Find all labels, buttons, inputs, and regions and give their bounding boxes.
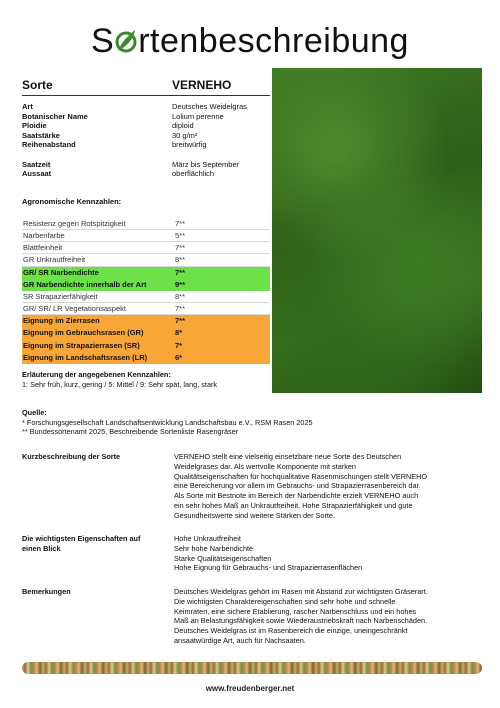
attribute-row: [22, 169, 270, 179]
attribute-value: März bis September: [172, 159, 240, 169]
kennzahl-label: Eignung im Gebrauchsrasen (GR): [23, 328, 144, 338]
text-line: Als Sorte mit Bestnote im Bereich der Narbendichte erzielt VERNEHO auch: [174, 491, 419, 501]
text-line: Deutsches Weidelgras ist im Rasenbereich die einzige, uneingeschränkt: [174, 626, 408, 636]
kennzahl-row: [22, 303, 270, 315]
attribute-key: Saatstärke: [22, 130, 60, 140]
text-line: Keimraten, eine sichere Etablierung, rascher Narbenschluss und ein hohes: [174, 606, 417, 616]
kennzahl-label: GR Narbendichte innerhalb der Art: [23, 279, 147, 289]
attribute-value: diploid: [172, 121, 194, 131]
kurzbeschreibung-text: [174, 452, 482, 521]
kennzahl-value: 9**: [175, 279, 186, 289]
attribute-list: [22, 102, 270, 179]
page-title: S rtenbeschreibung: [91, 22, 409, 60]
kennzahl-label: Eignung im Zierrasen: [23, 316, 100, 326]
kennzahl-value: 7**: [175, 267, 186, 277]
kennzahl-row: [22, 242, 270, 254]
attribute-row: [22, 150, 270, 160]
attribute-value: breitwürfig: [172, 140, 207, 150]
kennzahl-label: Blattfeinheit: [23, 243, 63, 253]
attribute-value: [172, 150, 270, 160]
bemerkungen-text: [174, 587, 482, 646]
seed-strip-decoration: [22, 662, 482, 674]
text-line: Die wichtigsten Charaktereigenschaften sind sehr hohe und schnelle: [174, 596, 396, 606]
eigenschaften-section: [22, 534, 482, 573]
kennzahl-label: GR Unkrautfreiheit: [23, 255, 86, 265]
kennzahl-row: [22, 340, 270, 352]
text-line: ein sehr hohes Maß an Unkrautfreiheit. Hohe Strapazierfähigkeit und gute: [174, 500, 413, 510]
attribute-value: Lolium perenne: [172, 111, 224, 121]
text-line: Deutsches Weidelgras gehört im Rasen mit Abstand zur wichtigsten Gräserart.: [174, 587, 428, 596]
kennzahl-value: 8**: [175, 255, 186, 265]
text-line: Weidelgrases dar. Als wertvolle Komponente mit starken: [174, 461, 356, 471]
kennzahl-value: 7**: [175, 304, 186, 314]
attribute-key: Art: [22, 102, 33, 111]
sorte-label: Sorte: [22, 78, 53, 92]
attribute-row: [22, 102, 270, 112]
text-line: ansaatwürdige Art, auch für Nachsaaten.: [174, 635, 306, 645]
attribute-key: Botanischer Name: [22, 111, 88, 121]
kennzahl-label: Eignung im Landschaftsrasen (LR): [23, 352, 148, 362]
text-line: eine Bereicherung vor allem im Gebrauchs- und Strapazierrasenbereich dar.: [174, 481, 421, 491]
kennzahl-value: 5**: [175, 230, 186, 240]
kennzahl-row: [22, 254, 270, 266]
kennzahl-label: GR/ SR/ LR Vegetationsaspekt: [23, 304, 126, 314]
kennzahl-row: [22, 291, 270, 303]
erlaeuterung: Erläuterung der angegebenen Kennzahlen: 1: Sehr früh, kurz, gering / 5: Mittel / 9: Sehr spät, lang, stark: [22, 370, 218, 389]
agro-title: Agronomische Kennzahlen:: [22, 196, 122, 206]
kennzahl-row: [22, 230, 270, 242]
text-line: Sehr hohe Narbendichte: [174, 543, 254, 553]
text-line: Hohe Eignung für Gebrauchs- und Strapazierrasenflächen: [174, 563, 363, 573]
attribute-value: oberflächlich: [172, 169, 215, 179]
sorte-panel: [22, 78, 270, 364]
text-line: Gesundheitswerte sind weitere Stärken der Sorte.: [174, 510, 336, 520]
eigenschaften-text: [174, 534, 482, 573]
attribute-key: Aussaat: [22, 169, 52, 179]
sorte-header: [22, 78, 270, 96]
attribute-key: Ploidie: [22, 121, 47, 131]
kennzahl-label: GR/ SR Narbendichte: [23, 267, 99, 277]
kennzahl-value: 7**: [175, 243, 186, 253]
bemerkungen-label: Bemerkungen: [22, 587, 71, 596]
eigenschaften-label: Die wichtigsten Eigenschaften auf einen Blick: [22, 534, 141, 553]
kurzbeschreibung-label: Kurzbeschreibung der Sorte: [22, 452, 121, 461]
kennzahl-row: [22, 352, 270, 364]
kennzahl-value: 7**: [175, 218, 186, 228]
attribute-key: [22, 150, 172, 160]
kennzahl-label: Resistenz gegen Rotspitzigkeit: [23, 218, 126, 228]
kennzahl-value: 8**: [175, 291, 186, 301]
kennzahl-row: [22, 315, 270, 327]
text-line: Starke Qualitätseigenschaften: [174, 553, 272, 563]
kennzahl-value: 7*: [175, 340, 183, 350]
kennzahl-row: [22, 218, 270, 230]
text-line: Hohe Unkrautfreiheit: [174, 534, 241, 543]
kennzahl-label: Eignung im Strapazierrasen (SR): [23, 340, 140, 350]
kennzahlen-table: [22, 218, 270, 364]
text-line: Qualitätseigenschaften für hochqualitative Rasenmischungen stellt VERNEHO: [174, 471, 428, 481]
kennzahl-value: 6*: [175, 352, 183, 362]
kennzahl-row: [22, 279, 270, 291]
website-link[interactable]: www.freudenberger.net: [205, 684, 295, 693]
kennzahl-value: 7**: [175, 316, 186, 326]
text-line: Maß an Belastungsfähigkeit sowie Wiederaustriebskraft nach Narbenschäden.: [174, 616, 428, 626]
attribute-row: [22, 160, 270, 170]
kennzahl-row: [22, 267, 270, 279]
leaf-logo-icon: [115, 27, 137, 55]
kennzahl-value: 8*: [175, 328, 183, 338]
attribute-row: [22, 131, 270, 141]
kennzahl-label: Narbenfarbe: [23, 230, 65, 240]
attribute-row: [22, 112, 270, 122]
attribute-key: Saatzeit: [22, 159, 51, 169]
kennzahl-row: [22, 327, 270, 339]
attribute-key: Reihenabstand: [22, 140, 76, 150]
kennzahl-label: SR Strapazierfähigkeit: [23, 291, 98, 301]
attribute-row: [22, 121, 270, 131]
kurzbeschreibung-section: [22, 452, 482, 521]
text-line: VERNEHO stellt eine vielseitig einsetzbare neue Sorte des Deutschen: [174, 452, 402, 461]
quelle: Quelle: * Forschungsgesellschaft Landschaftsentwicklung Landschaftsbau e.V., RSM Rasen 2025 ** Bundessortenamt 2025, Beschreibende Sortenliste Rasengräser: [22, 408, 313, 437]
grass-photo: [272, 68, 482, 393]
sorte-value: VERNEHO: [172, 78, 232, 92]
bemerkungen-section: [22, 587, 482, 646]
attribute-row: [22, 140, 270, 150]
attribute-value: Deutsches Weidelgras: [172, 102, 247, 111]
attribute-value: 30 g/m²: [172, 130, 198, 140]
